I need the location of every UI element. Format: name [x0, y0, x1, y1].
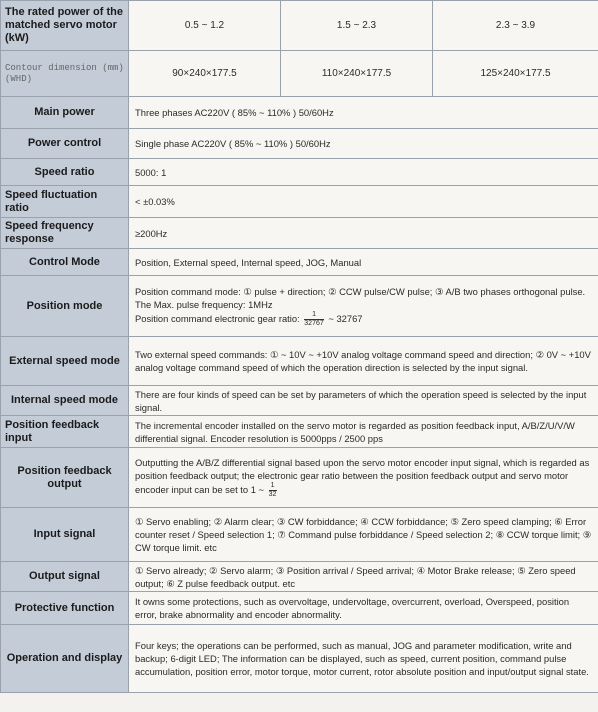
speed-fluctuation-value: < ±0.03%: [129, 186, 598, 218]
table-row-contour: [1, 51, 598, 97]
position-feedback-output-value: [129, 448, 598, 508]
table-row-rated-power: [1, 1, 598, 51]
feedback-ratio-denominator: 32: [268, 491, 277, 498]
input-signal-label: Input signal: [1, 508, 129, 562]
operation-display-label: Operation and display: [1, 625, 129, 693]
table-row-position-feedback-input: [1, 416, 598, 448]
gear-ratio-fraction: [304, 311, 323, 328]
output-signal-label: Output signal: [1, 562, 129, 592]
gear-ratio-upper: ~ 32767: [328, 312, 363, 324]
internal-speed-value: There are four kinds of speed can be set by parameters of which the operation speed is selected by the input signal.: [129, 386, 598, 416]
speed-ratio-value: 5000: 1: [129, 159, 598, 186]
table-row-protective-function: [1, 592, 598, 625]
operation-display-value: Four keys; the operations can be performed, such as manual, JOG and parameter modification, write and backup; 6-digit LED; The information can be displayed, such as speed, current position, command pulse accumulation, position error, motor torque, motor current, rotor absolute position and input/output signal state.: [129, 625, 598, 693]
power-control-value: Single phase AC220V ( 85% ~ 110% ) 50/60Hz: [129, 129, 598, 159]
position-mode-line1: Position command mode: ① pulse + direction; ② CCW pulse/CW pulse; ③ A/B two phases orthogonal pulse.: [135, 285, 586, 297]
table-row-input-signal: [1, 508, 598, 562]
contour-dim-2: 110×240×177.5: [281, 51, 433, 97]
speed-fluctuation-label: Speed fluctuation ratio: [1, 186, 129, 218]
control-mode-label: Control Mode: [1, 249, 129, 276]
table-row-power-control: [1, 129, 598, 159]
table-row-main-power: [1, 97, 598, 129]
protective-function-value: It owns some protections, such as overvoltage, undervoltage, overcurrent, overload, Overspeed, position error, brake abnormality and encoder abnormality.: [129, 592, 598, 625]
contour-dim-1: 90×240×177.5: [129, 51, 281, 97]
position-mode-label: Position mode: [1, 276, 129, 337]
table-row-external-speed: [1, 337, 598, 386]
speed-frequency-value: ≥200Hz: [129, 218, 598, 249]
power-control-label: Power control: [1, 129, 129, 159]
feedback-output-text: Outputting the A/B/Z differential signal based upon the servo motor encoder input signal, which is regarded as position feedback output; the electronic gear ratio between the position feedback output and servo motor encoder input can be set to 1 ~: [135, 457, 590, 495]
main-power-label: Main power: [1, 97, 129, 129]
table-row-output-signal: [1, 562, 598, 592]
position-mode-line3: [135, 311, 592, 328]
input-signal-value: ① Servo enabling; ② Alarm clear; ③ CW forbiddance; ④ CCW forbiddance; ⑤ Zero speed clamping; ⑥ Error counter reset / Speed selection 1; ⑦ Command pulse forbiddance / Speed selection 2; ⑧ CCW torque limit; ⑨ CW torque limit. etc: [129, 508, 598, 562]
contour-label: Contour dimension (mm) (WHD): [1, 51, 129, 97]
position-feedback-input-value: The incremental encoder installed on the servo motor is regarded as position feedback input, A/B/Z/U/V/W differential signal. Encoder resolution is 5000pps / 2500 pps: [129, 416, 598, 448]
position-mode-line2: The Max. pulse frequency: 1MHz: [135, 298, 273, 310]
external-speed-value: Two external speed commands: ① ~ 10V ~ +10V analog voltage command speed and direction; ② 0V ~ +10V analog voltage command speed of which the operation direction is selected by the input signal.: [129, 337, 598, 386]
speed-ratio-label: Speed ratio: [1, 159, 129, 186]
power-range-3: 2.3 ~ 3.9: [433, 1, 598, 51]
position-feedback-output-label: Position feedback output: [1, 448, 129, 508]
gear-ratio-text: Position command electronic gear ratio:: [135, 312, 300, 324]
power-range-2: 1.5 ~ 2.3: [281, 1, 433, 51]
power-range-1: 0.5 ~ 1.2: [129, 1, 281, 51]
speed-frequency-label: Speed frequency response: [1, 218, 129, 249]
gear-ratio-numerator: 1: [304, 311, 323, 320]
protective-function-label: Protective function: [1, 592, 129, 625]
feedback-ratio-fraction: [269, 482, 277, 499]
gear-ratio-denominator: 32767: [304, 319, 324, 327]
table-row-speed-frequency: [1, 218, 598, 249]
table-row-control-mode: [1, 249, 598, 276]
position-feedback-input-label: Position feedback input: [1, 416, 129, 448]
feedback-ratio-numerator: 1: [270, 482, 275, 489]
table-row-position-feedback-output: [1, 448, 598, 508]
rated-power-label: The rated power of the matched servo motor (kW): [1, 1, 129, 51]
internal-speed-label: Internal speed mode: [1, 386, 129, 416]
table-row-speed-fluctuation: [1, 186, 598, 218]
table-row-speed-ratio: [1, 159, 598, 186]
table-row-internal-speed: [1, 386, 598, 416]
external-speed-label: External speed mode: [1, 337, 129, 386]
control-mode-value: Position, External speed, Internal speed, JOG, Manual: [129, 249, 598, 276]
output-signal-value: ① Servo already; ② Servo alarm; ③ Position arrival / Speed arrival; ④ Motor Brake release; ⑤ Zero speed output; ⑥ Z pulse feedback output. etc: [129, 562, 598, 592]
table-row-operation-display: [1, 625, 598, 693]
position-mode-value: [129, 276, 598, 337]
table-row-position-mode: [1, 276, 598, 337]
main-power-value: Three phases AC220V ( 85% ~ 110% ) 50/60Hz: [129, 97, 598, 129]
contour-dim-3: 125×240×177.5: [433, 51, 598, 97]
